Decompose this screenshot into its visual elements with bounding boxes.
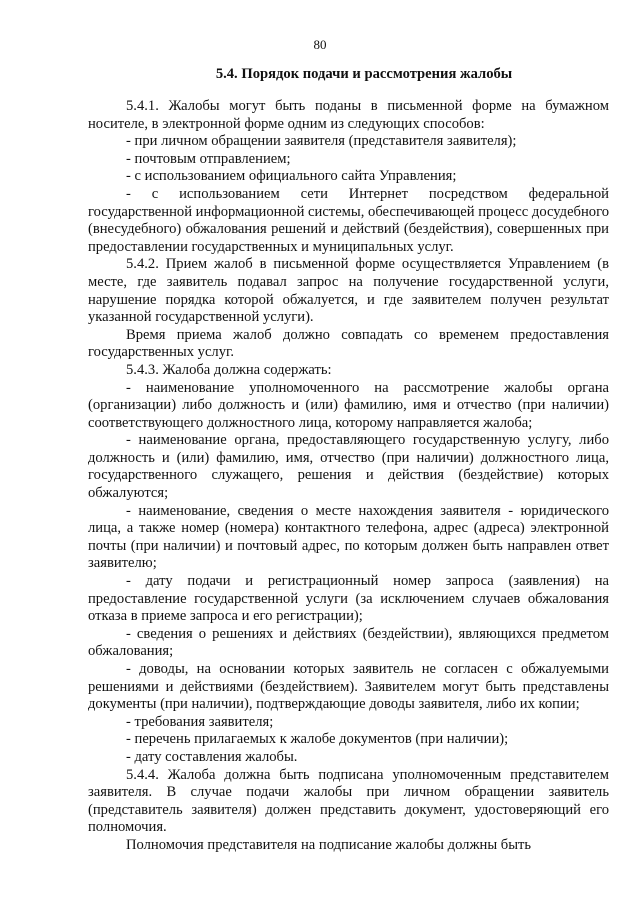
section-title: 5.4. Порядок подачи и рассмотрения жалобы bbox=[215, 66, 513, 82]
list-item: - с использованием сети Интернет посредством федеральной государственной информационной системы, обеспечивающей процесс досудебного (внесудебного) обжалования решений и действий (бездействия), совершенных при предоставлении государственных и муниципальных услуг. bbox=[88, 185, 609, 255]
list-item: - доводы, на основании которых заявитель не согласен с обжалуемыми решениями и действиями (бездействием). Заявителем могут быть представлены документы (при наличии), подтверждающие доводы заявителя, либо их копии; bbox=[88, 661, 609, 713]
list-item: - требования заявителя; bbox=[126, 713, 274, 730]
paragraph: 5.4.4. Жалоба должна быть подписана уполномоченным представителем заявителя. В случае подачи жалобы при личном обращении заявитель (представитель заявителя) должен представить документ, удостоверяющий его полномочия. bbox=[88, 766, 609, 836]
list-item: - почтовым отправлением; bbox=[126, 150, 291, 167]
list-item: - наименование уполномоченного на рассмотрение жалобы органа (организации) либо должность и (или) фамилию, имя и отчество (при наличии) соответствующего должностного лица, которому направляется жалоба; bbox=[88, 379, 609, 431]
list-item: - с использованием официального сайта Управления; bbox=[126, 168, 457, 185]
list-item: - дату составления жалобы. bbox=[126, 748, 298, 765]
list-item: - при личном обращении заявителя (представителя заявителя); bbox=[126, 133, 517, 150]
paragraph: Полномочия представителя на подписание жалобы должны быть bbox=[126, 836, 532, 853]
paragraph: 5.4.2. Прием жалоб в письменной форме осуществляется Управлением (в месте, где заявитель подавал запрос на получение государственной услуги, нарушение порядка которой обжалуется, и где заявителем получен результат указанной государственной услуги). bbox=[88, 256, 609, 326]
list-item: - сведения о решениях и действиях (бездействии), являющихся предметом обжалования; bbox=[88, 625, 609, 660]
list-item: - дату подачи и регистрационный номер запроса (заявления) на предоставление государственной услуги (за исключением случаев обжалования отказа в приеме запроса и его регистрации); bbox=[88, 573, 609, 625]
document-body bbox=[88, 98, 609, 855]
list-item: - наименование органа, предоставляющего государственную услугу, либо должность и (или) фамилию, имя, отчество (при наличии) должностного лица, государственного служащего, решения и действия (бездействие) которых обжалуются; bbox=[88, 432, 609, 502]
paragraph: Время приема жалоб должно совпадать со временем предоставления государственных услуг. bbox=[88, 326, 609, 361]
list-item: - наименование, сведения о месте нахождения заявителя - юридического лица, а также номер (номера) контактного телефона, адрес (адреса) электронной почты (при наличии) и почтовый адрес, по которым должен быть направлен ответ заявителю; bbox=[88, 502, 609, 572]
paragraph: 5.4.1. Жалобы могут быть поданы в письменной форме на бумажном носителе, в электронной форме одним из следующих способов: bbox=[88, 98, 609, 132]
list-item: - перечень прилагаемых к жалобе документов (при наличии); bbox=[126, 731, 509, 748]
paragraph: 5.4.3. Жалоба должна содержать: bbox=[126, 361, 332, 378]
page-number: 80 bbox=[313, 37, 327, 52]
